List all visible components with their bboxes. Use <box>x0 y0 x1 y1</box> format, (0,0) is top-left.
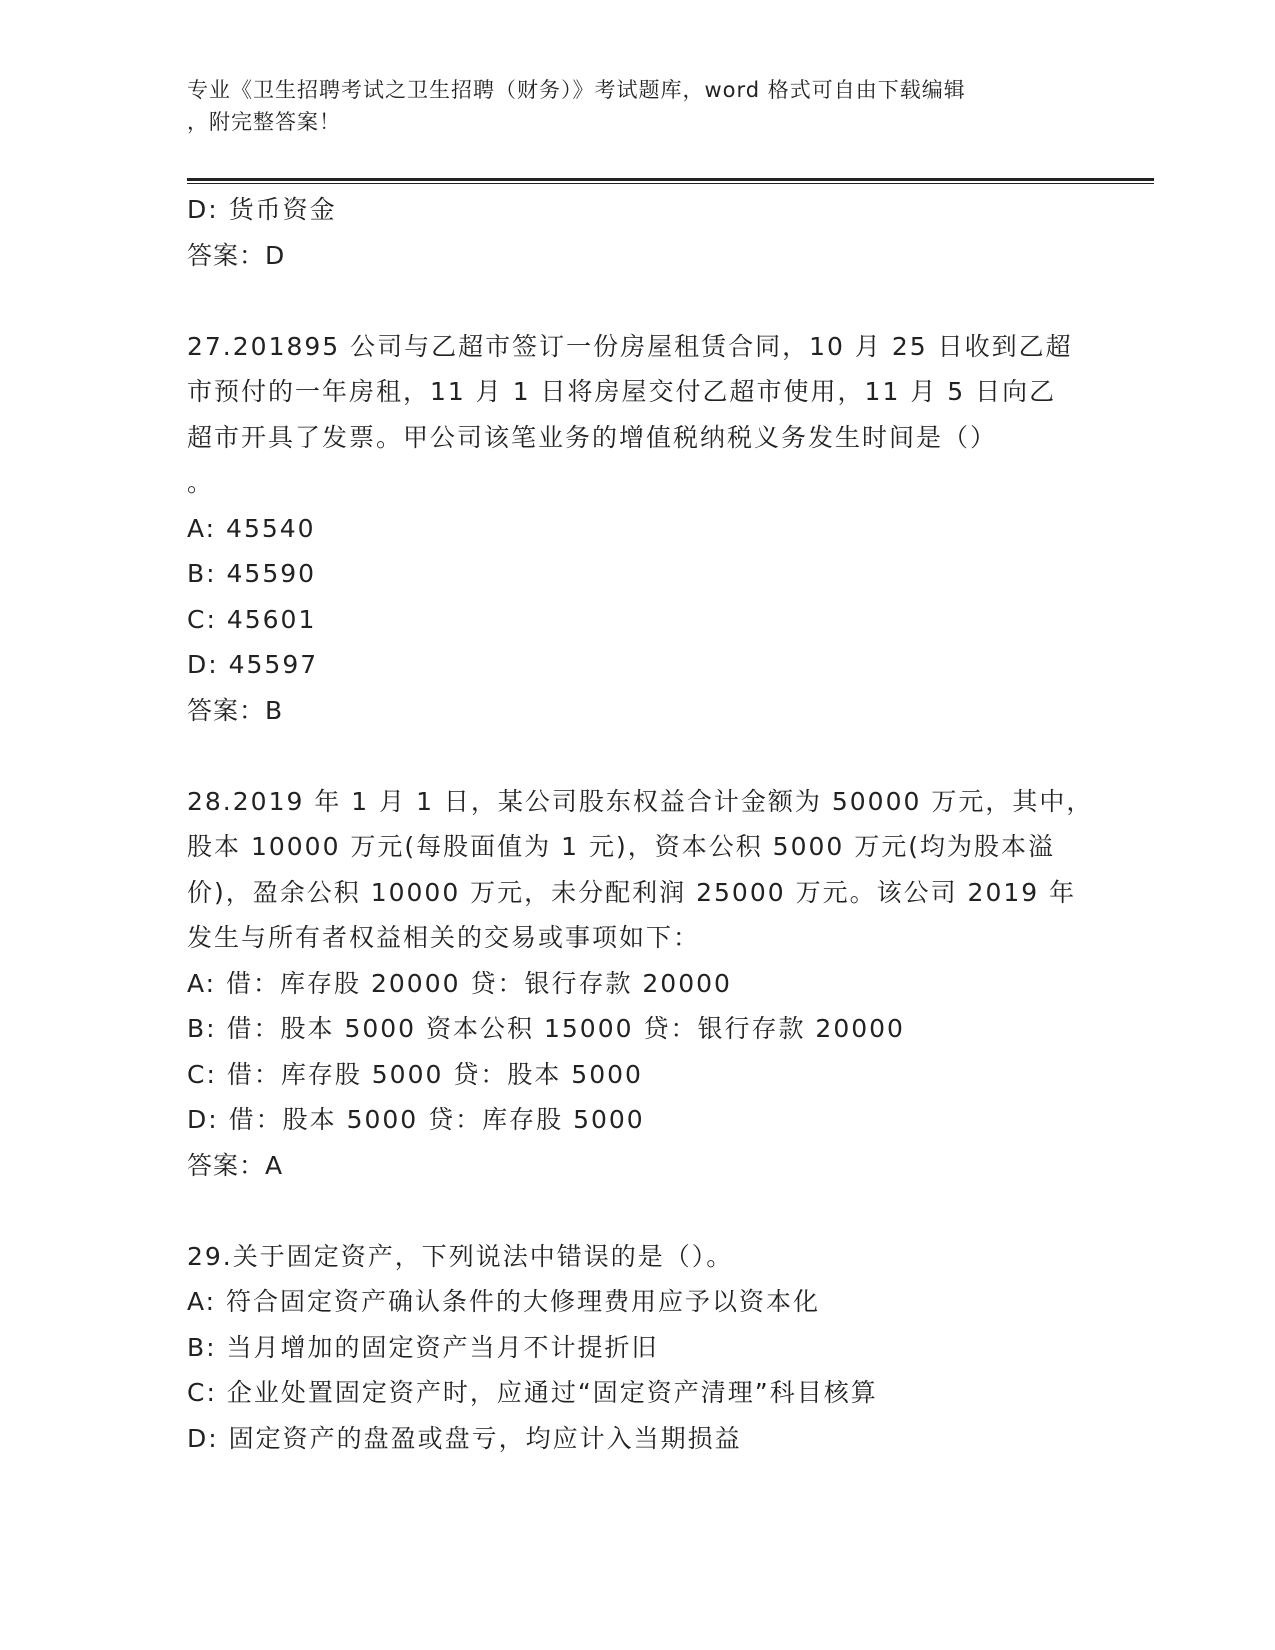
q27-answer: 答案：B <box>187 695 284 725</box>
spacer <box>187 1188 1077 1234</box>
q28-option-d: D: 借：股本 5000 贷：库存股 5000 <box>187 1105 645 1134</box>
q27-line-2: 市预付的一年房租，11 月 1 日将房屋交付乙超市使用，11 月 5 日向乙 <box>187 377 1057 406</box>
question-29 <box>187 1234 1077 1462</box>
q28-option-c: C: 借：库存股 5000 贷：股本 5000 <box>187 1059 643 1089</box>
q27-line-1: 27.201895 公司与乙超市签订一份房屋租赁合同，10 月 25 日收到乙超 <box>187 331 1073 361</box>
q27-line-4: 。 <box>187 468 215 497</box>
q27-line-3: 超市开具了发票。甲公司该笔业务的增值税纳税义务发生时间是（） <box>187 422 998 452</box>
header-line-1: 专业《卫生招聘考试之卫生招聘（财务）》考试题库，word 格式可自由下载编辑 <box>187 78 966 102</box>
q29-option-d: D: 固定资产的盘盈或盘亏，均应计入当期损益 <box>187 1423 742 1453</box>
q28-line-1: 28.2019 年 1 月 1 日，某公司股东权益合计金额为 50000 万元，其中， <box>187 786 1094 816</box>
q28-line-2: 股本 10000 万元(每股面值为 1 元)，资本公积 5000 万元(均为股本溢 <box>187 832 1056 861</box>
spacer <box>187 733 1077 779</box>
header-rule-thin <box>187 183 1154 184</box>
question-27 <box>187 324 1077 734</box>
q27-option-b: B: 45590 <box>187 559 317 588</box>
q27-option-c: C: 45601 <box>187 604 317 634</box>
q28-line-4: 发生与所有者权益相关的交易或事项如下： <box>187 923 701 952</box>
q28-option-a: A: 借：库存股 20000 贷：银行存款 20000 <box>187 968 732 998</box>
prev-answer: 答案：D <box>187 240 286 270</box>
header-line-2: ，附完整答案！ <box>187 110 341 134</box>
prev-option-d: D: 货币资金 <box>187 195 337 224</box>
q28-answer: 答案：A <box>187 1150 284 1180</box>
q29-option-a: A: 符合固定资产确认条件的大修理费用应予以资本化 <box>187 1287 821 1316</box>
page-header <box>187 74 1067 138</box>
q29-option-c: C: 企业处置固定资产时，应通过“固定资产清理”科目核算 <box>187 1378 878 1407</box>
q29-option-b: B: 当月增加的固定资产当月不计提折旧 <box>187 1332 659 1362</box>
question-28 <box>187 779 1094 1189</box>
q27-option-d: D: 45597 <box>187 650 319 679</box>
q28-line-3: 价)，盈余公积 10000 万元，未分配利润 25000 万元。该公司 2019 年 <box>187 877 1077 907</box>
header-rule-thick <box>187 178 1154 181</box>
spacer <box>187 278 1077 324</box>
question-content <box>187 187 1094 1461</box>
q27-option-a: A: 45540 <box>187 513 316 543</box>
q29-line-1: 29.关于固定资产，下列说法中错误的是（）。 <box>187 1241 734 1271</box>
q28-option-b: B: 借：股本 5000 资本公积 15000 贷：银行存款 20000 <box>187 1014 905 1043</box>
